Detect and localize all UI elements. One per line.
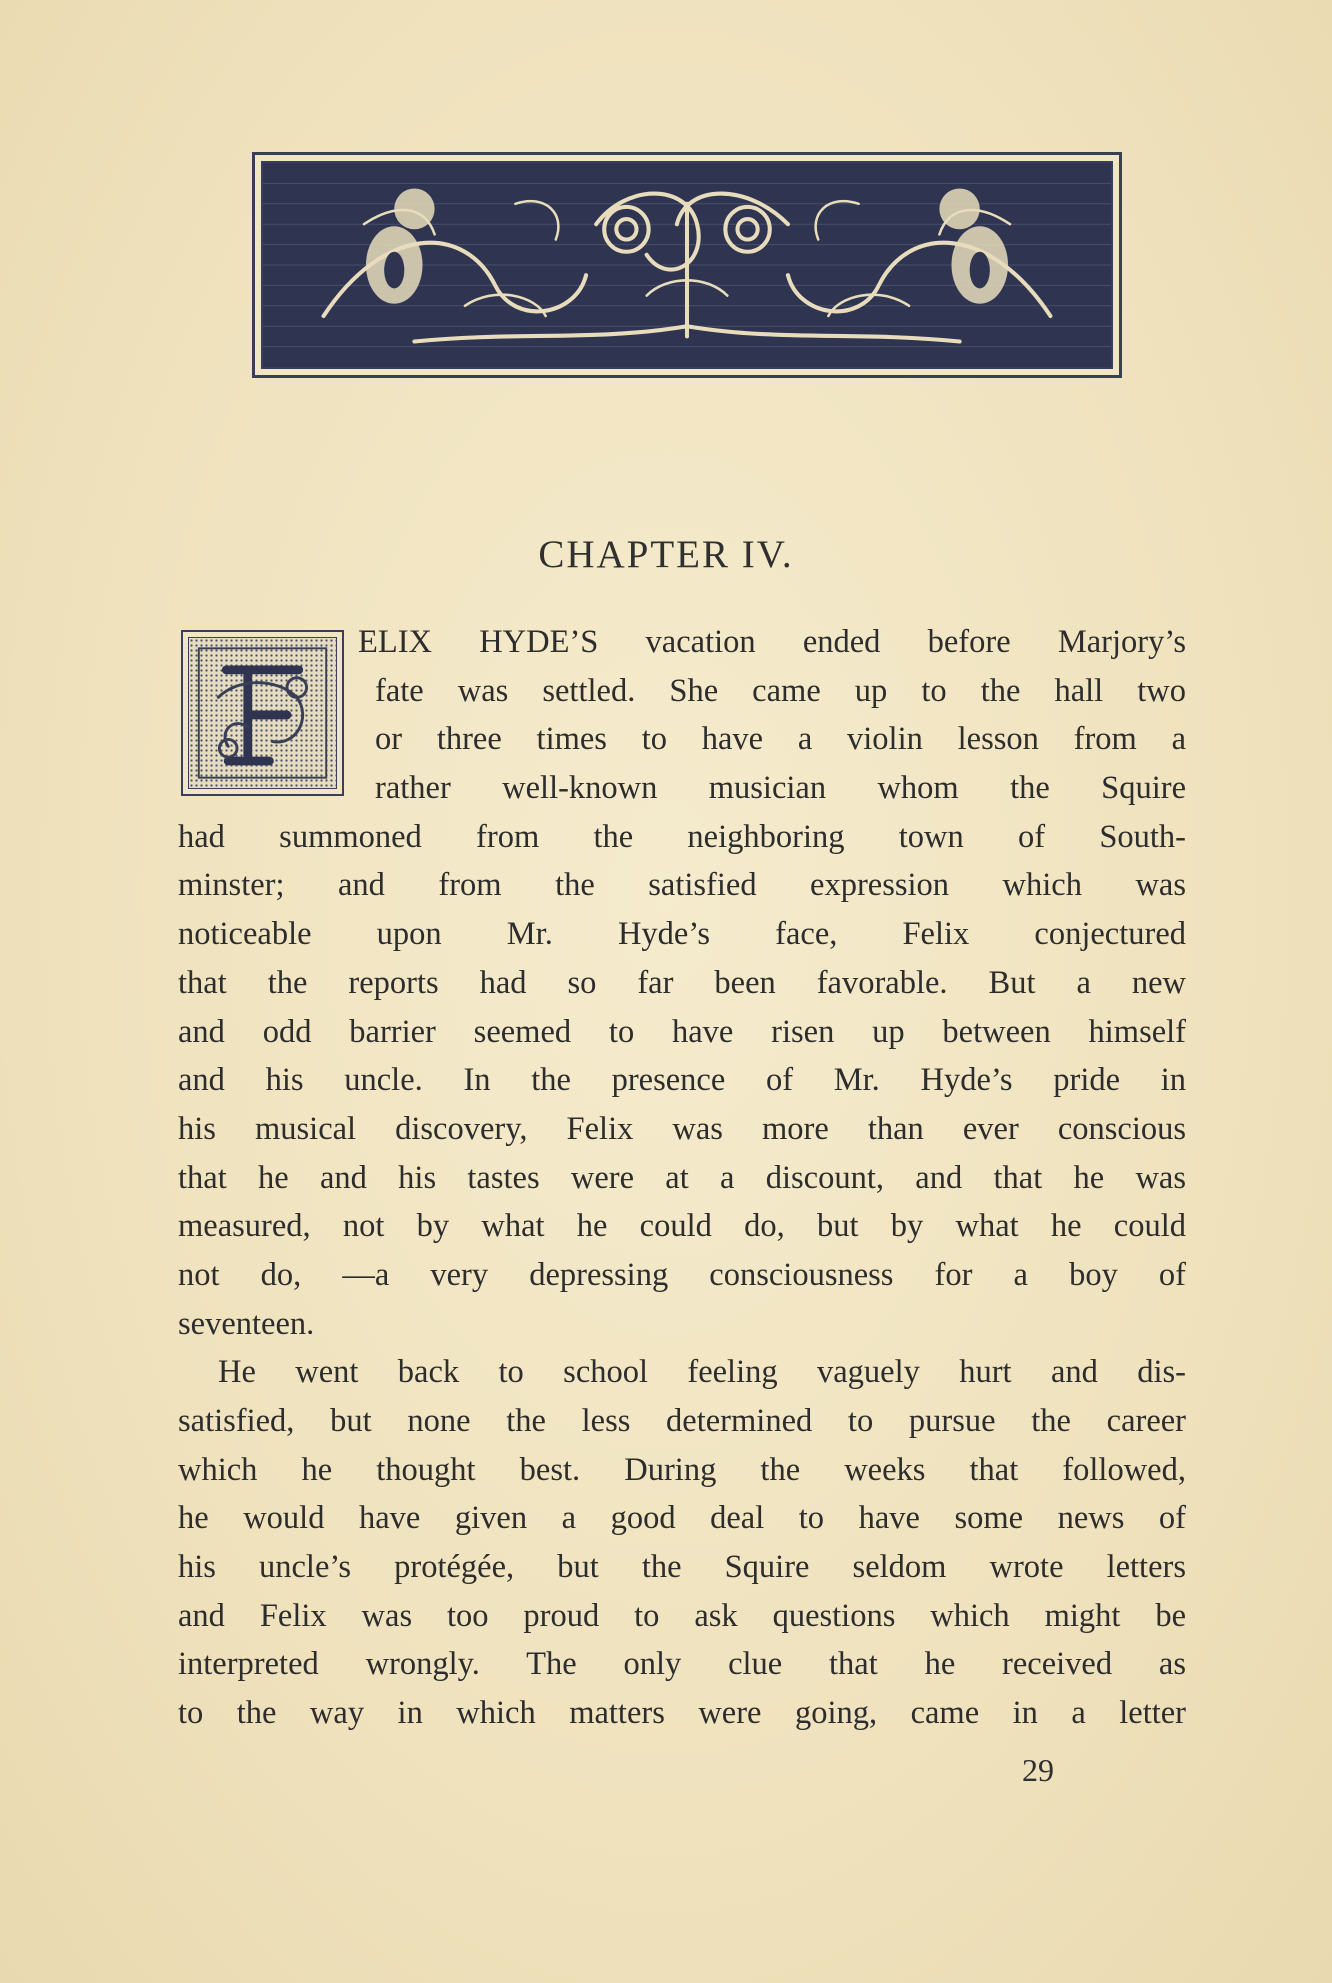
text-line: or three times to have a violin lesson from a <box>375 721 1186 758</box>
body-text <box>178 618 1186 1738</box>
text-line: his musical discovery, Felix was more than ever conscious <box>178 1110 1186 1147</box>
ornamental-headpiece <box>252 152 1122 378</box>
text-line: seventeen. <box>178 1305 315 1342</box>
text-line: which he thought best. During the weeks that followed, <box>178 1451 1186 1488</box>
text-line: satisfied, but none the less determined to pursue the career <box>178 1403 1186 1439</box>
page-number: 29 <box>1022 1752 1054 1788</box>
text-line: and odd barrier seemed to have risen up between himself <box>178 1013 1186 1050</box>
text-line: noticeable upon Mr. Hyde’s face, Felix conjectured <box>178 916 1186 953</box>
text-line: minster; and from the satisfied expression which was <box>178 867 1186 904</box>
text-line: he would have given a good deal to have some news of <box>178 1500 1186 1537</box>
text-line: his uncle’s protégée, but the Squire seldom wrote letters <box>178 1549 1186 1586</box>
text-line: ELIX HYDE’S vacation ended before Marjory’s <box>358 624 1186 660</box>
text-line: He went back to school feeling vaguely hurt and dis- <box>218 1354 1186 1391</box>
text-line: and his uncle. In the presence of Mr. Hyde’s pride in <box>178 1062 1186 1099</box>
chapter-title: CHAPTER IV. <box>538 533 794 576</box>
scroll-ornament-icon <box>263 163 1111 367</box>
text-line: that the reports had so far been favorable. But a new <box>178 964 1186 1001</box>
text-line: fate was settled. She came up to the hall two <box>375 672 1186 709</box>
text-line: interpreted wrongly. The only clue that he received as <box>178 1646 1186 1683</box>
text-line: measured, not by what he could do, but by what he could <box>178 1208 1186 1245</box>
text-line: not do, —a very depressing consciousness for a boy of <box>178 1256 1186 1293</box>
text-line: to the way in which matters were going, came in a letter <box>178 1695 1186 1732</box>
text-line: that he and his tastes were at a discount, and that he was <box>178 1159 1186 1196</box>
text-line: and Felix was too proud to ask questions which might be <box>178 1597 1186 1634</box>
text-line: had summoned from the neighboring town of South- <box>178 818 1186 855</box>
text-line: rather well-known musician whom the Squire <box>375 770 1186 807</box>
headpiece-engraving <box>261 161 1113 369</box>
